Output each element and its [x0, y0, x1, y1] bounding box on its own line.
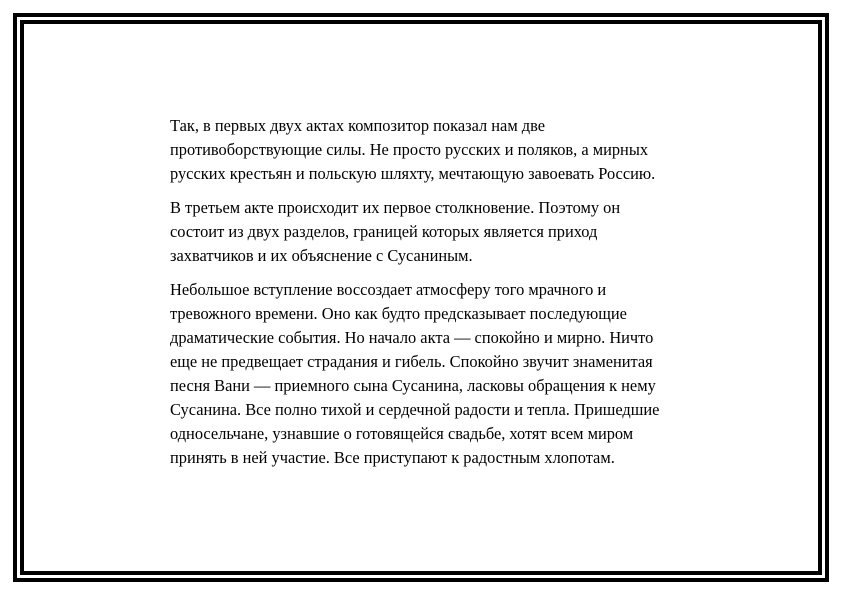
paragraph-3: Небольшое вступление воссоздает атмосферу того мрачного и тревожного времени. Оно как будто предсказывает последующие драматические события. Но начало акта — спокойно и мирно. Ничто еще не предвещает страдания и гибель. Спокойно звучит знаменитая песня Вани — приемного сына Сусанина, ласковы обращения к нему Сусанина. Все полно тихой и сердечной радости и тепла. Пришедшие односельчане, узнавшие о готовящейся свадьбе, хотят всем миром принять в ней участие. Все приступают к радостным хлопотам.: [170, 280, 660, 467]
paragraph-1: Так, в первых двух актах композитор показал нам две противоборствующие силы. Не просто русских и поляков, а мирных русских крестьян и польскую шляхту, мечтающую завоевать Россию.: [170, 116, 656, 183]
document-body: [170, 114, 730, 480]
paragraph-2: В третьем акте происходит их первое столкновение. Поэтому он состоит из двух разделов, границей которых является приход захватчиков и их объяснение с Сусаниным.: [170, 198, 621, 265]
